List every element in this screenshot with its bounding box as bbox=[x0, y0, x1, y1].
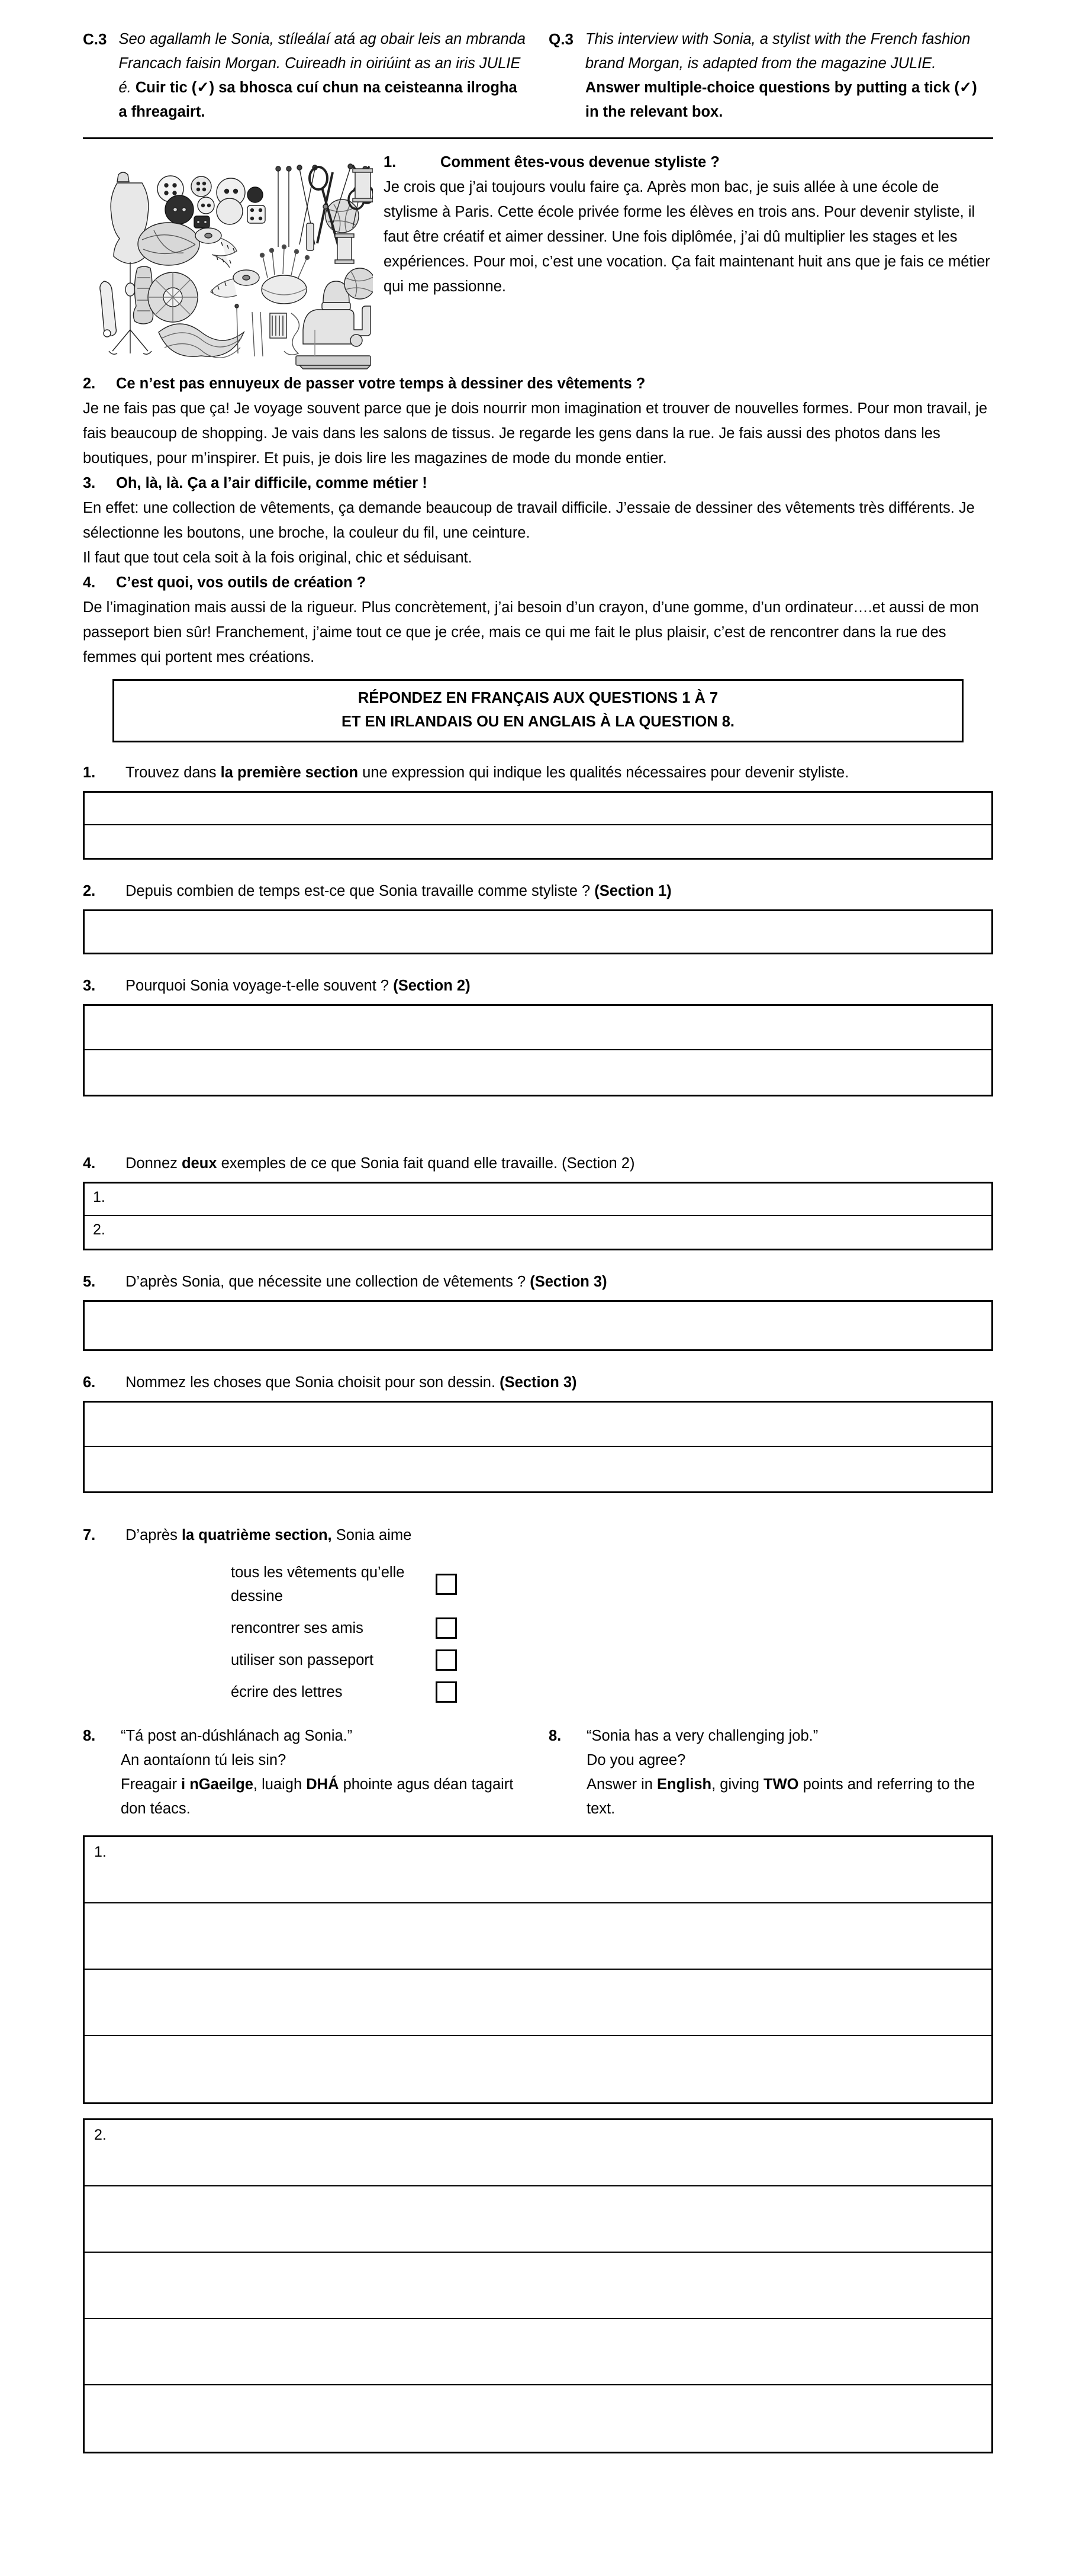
question-4-pre: Donnez bbox=[125, 1155, 182, 1172]
answer-line[interactable] bbox=[85, 1903, 991, 1970]
question-2-answer-box[interactable] bbox=[83, 909, 993, 954]
header-english-bold: Answer multiple-choice questions by putting a tick (✓) in the relevant box. bbox=[585, 79, 977, 120]
mcq-option-row[interactable] bbox=[83, 1561, 993, 1608]
question-8-irish-line-2: An aontaíonn tú leis sin? bbox=[121, 1752, 286, 1768]
header-irish-bold: Cuir tic (✓) sa bhosca cuí chun na ceisteanna ilrogha a fhreagairt. bbox=[118, 79, 517, 120]
section-1-block bbox=[384, 150, 993, 299]
q8-irish-pre: Freagair bbox=[121, 1776, 182, 1793]
question-8-english-line-2: Do you agree? bbox=[587, 1752, 686, 1768]
answer-line[interactable] bbox=[85, 2385, 991, 2452]
section-2-number: 2. bbox=[83, 375, 96, 392]
question-7-options bbox=[83, 1561, 993, 1704]
header-irish-column bbox=[83, 27, 527, 124]
mcq-option-label: tous les vêtements qu’elle dessine bbox=[231, 1564, 405, 1604]
question-1-bold: la première section bbox=[220, 764, 359, 781]
question-5-bold: (Section 3) bbox=[530, 1273, 607, 1290]
question-1-text bbox=[125, 760, 993, 785]
section-1-heading bbox=[384, 150, 993, 175]
section-4-heading bbox=[83, 570, 993, 595]
question-3-answer-box[interactable] bbox=[83, 1004, 993, 1096]
section-4-question: C’est quoi, vos outils de création ? bbox=[116, 574, 366, 591]
q8-english-bold-2: TWO bbox=[763, 1776, 799, 1793]
section-2-heading bbox=[83, 371, 993, 396]
question-8-irish-number: 8. bbox=[83, 1728, 96, 1744]
question-3-bold: (Section 2) bbox=[393, 977, 471, 994]
question-4-bold: deux bbox=[181, 1155, 217, 1172]
instruction-banner bbox=[112, 679, 964, 742]
question-7-bold: la quatrième section, bbox=[181, 1527, 332, 1543]
page-header bbox=[83, 27, 993, 124]
question-4-number: 4. bbox=[83, 1155, 96, 1172]
section-3-heading bbox=[83, 471, 993, 496]
mcq-option-label: utiliser son passeport bbox=[231, 1652, 373, 1668]
sewing-tools-illustration-icon bbox=[83, 152, 373, 371]
spacer bbox=[83, 860, 993, 876]
question-1-answer-box[interactable] bbox=[83, 791, 993, 860]
section-4-answer: De l’imagination mais aussi de la rigueur. Plus concrètement, j’ai besoin d’un crayon, d’une gomme, d’un ordinateur….et aussi de mon passeport bien sûr! Franchement, j’aime tout ce que je crée, mais ce qui me fait le plus plaisir, c’est de rencontrer dans la rue des femmes qui portent mes créations. bbox=[83, 599, 979, 665]
q8-english-post: points and referring to the text. bbox=[587, 1776, 975, 1817]
spacer bbox=[83, 1493, 993, 1520]
section-4-number: 4. bbox=[83, 574, 96, 591]
question-2-pre: Depuis combien de temps est-ce que Sonia travaille comme styliste ? bbox=[125, 883, 595, 899]
section-2-block bbox=[83, 371, 993, 471]
question-3-prompt bbox=[83, 973, 993, 998]
question-8-english-body bbox=[587, 1724, 993, 1821]
section-1-number: 1. bbox=[384, 154, 397, 171]
answer-line[interactable] bbox=[85, 2036, 991, 2102]
answer-line[interactable] bbox=[85, 1006, 991, 1050]
mcq-checkbox[interactable] bbox=[436, 1574, 457, 1595]
spacer bbox=[83, 1351, 993, 1368]
answer-line[interactable]: 2. bbox=[85, 2120, 991, 2186]
question-6-number: 6. bbox=[83, 1374, 96, 1391]
question-8-irish-line-3 bbox=[121, 1773, 527, 1821]
mcq-option-row[interactable] bbox=[83, 1648, 993, 1672]
section-3-block bbox=[83, 471, 993, 570]
answer-line[interactable] bbox=[85, 1302, 991, 1349]
question-8-english-line-3 bbox=[587, 1773, 993, 1821]
question-1-pre: Trouvez dans bbox=[125, 764, 221, 781]
answer-line[interactable] bbox=[85, 2186, 991, 2253]
section-1-question: Comment êtes-vous devenue styliste ? bbox=[440, 154, 720, 171]
answer-line[interactable] bbox=[85, 1050, 991, 1095]
question-2-prompt bbox=[83, 879, 993, 903]
mcq-option-row[interactable] bbox=[83, 1616, 993, 1640]
mcq-option-label: rencontrer ses amis bbox=[231, 1620, 363, 1636]
intro-row bbox=[83, 150, 993, 371]
answer-line[interactable] bbox=[85, 1970, 991, 2036]
question-4-post: exemples de ce que Sonia fait quand elle travaille. (Section 2) bbox=[217, 1155, 635, 1172]
instruction-banner-line-1: RÉPONDEZ EN FRANÇAIS AUX QUESTIONS 1 À 7 bbox=[357, 690, 719, 706]
question-tag-english: Q.3 bbox=[549, 30, 574, 48]
section-3-answer-2: Il faut que tout cela soit à la fois original, chic et séduisant. bbox=[83, 549, 472, 566]
answer-line[interactable] bbox=[85, 911, 991, 953]
question-7-text bbox=[125, 1523, 993, 1548]
question-6-pre: Nommez les choses que Sonia choisit pour son dessin. bbox=[125, 1374, 500, 1391]
question-3-pre: Pourquoi Sonia voyage-t-elle souvent ? bbox=[125, 977, 394, 994]
question-7-post: Sonia aime bbox=[331, 1527, 412, 1543]
question-3-number: 3. bbox=[83, 977, 96, 994]
q8-irish-bold-1: i nGaeilge bbox=[181, 1776, 253, 1793]
question-8-irish-column bbox=[83, 1724, 527, 1821]
answer-line[interactable]: 1. bbox=[85, 1184, 991, 1216]
question-5-answer-box[interactable] bbox=[83, 1300, 993, 1351]
mcq-checkbox[interactable] bbox=[436, 1681, 457, 1703]
spacer bbox=[83, 954, 993, 971]
mcq-checkbox[interactable] bbox=[436, 1617, 457, 1639]
question-1-prompt bbox=[83, 760, 993, 785]
question-2-bold: (Section 1) bbox=[594, 883, 672, 899]
q8-irish-bold-2: DHÁ bbox=[306, 1776, 339, 1793]
question-5-pre: D’après Sonia, que nécessite une collection de vêtements ? bbox=[125, 1273, 530, 1290]
section-1-answer: Je crois que j’ai toujours voulu faire ça. Après mon bac, je suis allée à une école de stylisme à Paris. Cette école privée forme les élèves en trois ans. Pour devenir styliste, il faut être créatif et aimer dessiner. Une fois diplômée, j’ai dû multiplier les stages et les expériences. Pour moi, c’est une vocation. Ça fait maintenant huit ans que je fais ce métier qui me passionne. bbox=[384, 179, 990, 295]
section-4-block bbox=[83, 570, 993, 670]
question-8-answer-box-1[interactable] bbox=[83, 1835, 993, 2104]
question-5-prompt bbox=[83, 1269, 993, 1294]
answer-line[interactable] bbox=[85, 825, 991, 858]
header-english-italic: This interview with Sonia, a stylist with the French fashion brand Morgan, is adapted from the magazine JULIE. bbox=[585, 31, 971, 72]
question-4-prompt bbox=[83, 1151, 993, 1176]
answer-line[interactable] bbox=[85, 2253, 991, 2319]
question-6-text bbox=[125, 1370, 993, 1395]
question-3-text bbox=[125, 973, 993, 998]
instruction-banner-line-2: ET EN IRLANDAIS OU EN ANGLAIS À LA QUESTION 8. bbox=[342, 713, 734, 730]
question-7-number: 7. bbox=[83, 1527, 96, 1543]
answer-line[interactable] bbox=[85, 2319, 991, 2385]
question-8-irish-body bbox=[121, 1724, 527, 1821]
answer-line[interactable]: 1. bbox=[85, 1837, 991, 1903]
section-2-answer: Je ne fais pas que ça! Je voyage souvent parce que je dois nourrir mon imagination et trouver de nouvelles formes. Pour mon travail, je fais beaucoup de shopping. Je vais dans les salons de tissus. Je regarde les gens dans la rue. Je fais aussi des photos dans les boutiques, pour m’inspirer. Et puis, je dois lire les magazines de mode du monde entier. bbox=[83, 400, 987, 467]
answer-line[interactable]: 2. bbox=[93, 1221, 105, 1238]
question-5-text bbox=[125, 1269, 993, 1294]
header-divider bbox=[83, 137, 993, 139]
question-4-text bbox=[125, 1151, 993, 1176]
question-8-irish-quote: “Tá post an-dúshlánach ag Sonia.” bbox=[121, 1728, 353, 1744]
section-2-question: Ce n’est pas ennuyeux de passer votre temps à dessiner des vêtements ? bbox=[116, 375, 646, 392]
spacer bbox=[83, 1096, 993, 1149]
section-3-number: 3. bbox=[83, 475, 96, 491]
question-8-english-quote: “Sonia has a very challenging job.” bbox=[587, 1728, 819, 1744]
header-irish-italic: Seo agallamh le Sonia, stíleálaí atá ag obair leis an mbranda Francach faisin Morgan. Cuireadh in oiriúint as an iris JULIE é. bbox=[118, 31, 526, 96]
section-3-answer: En effet: une collection de vêtements, ça demande beaucoup de travail difficile. J’essaie de dessiner des vêtements très différents. Je sélectionne les boutons, une broche, la couleur du fil, une ceinture. bbox=[83, 500, 975, 541]
spacer bbox=[83, 1250, 993, 1267]
header-english-text bbox=[585, 27, 993, 124]
question-1-number: 1. bbox=[83, 764, 96, 781]
section-3-question: Oh, là, là. Ça a l’air difficile, comme métier ! bbox=[116, 475, 427, 491]
question-tag-irish: C.3 bbox=[83, 30, 107, 48]
question-8-english-column bbox=[549, 1724, 993, 1821]
header-english-column bbox=[549, 27, 993, 124]
mcq-option-row[interactable] bbox=[83, 1680, 993, 1704]
question-2-text bbox=[125, 879, 993, 903]
answer-line[interactable] bbox=[85, 1403, 991, 1447]
q8-english-mid: , giving bbox=[711, 1776, 764, 1793]
question-8-prompt bbox=[83, 1724, 993, 1821]
answer-line[interactable] bbox=[85, 793, 991, 825]
question-4-answer-box[interactable] bbox=[83, 1182, 993, 1250]
question-8-english-number: 8. bbox=[549, 1728, 562, 1744]
question-6-bold: (Section 3) bbox=[500, 1374, 577, 1391]
q8-irish-post: phointe agus déan tagairt don téacs. bbox=[121, 1776, 514, 1817]
q8-english-pre: Answer in bbox=[587, 1776, 658, 1793]
question-6-answer-box[interactable] bbox=[83, 1401, 993, 1493]
q8-english-bold-1: English bbox=[657, 1776, 712, 1793]
answer-line[interactable] bbox=[85, 1447, 991, 1491]
question-2-number: 2. bbox=[83, 883, 96, 899]
question-5-number: 5. bbox=[83, 1273, 96, 1290]
question-8-answer-box-2[interactable] bbox=[83, 2118, 993, 2453]
header-irish-text bbox=[118, 27, 527, 124]
mcq-option-label: écrire des lettres bbox=[231, 1684, 343, 1700]
question-7-prompt bbox=[83, 1523, 993, 1548]
question-1-post: une expression qui indique les qualités nécessaires pour devenir styliste. bbox=[358, 764, 849, 781]
mcq-checkbox[interactable] bbox=[436, 1649, 457, 1671]
question-6-prompt bbox=[83, 1370, 993, 1395]
q8-irish-mid: , luaigh bbox=[253, 1776, 307, 1793]
question-7-pre: D’après bbox=[125, 1527, 182, 1543]
